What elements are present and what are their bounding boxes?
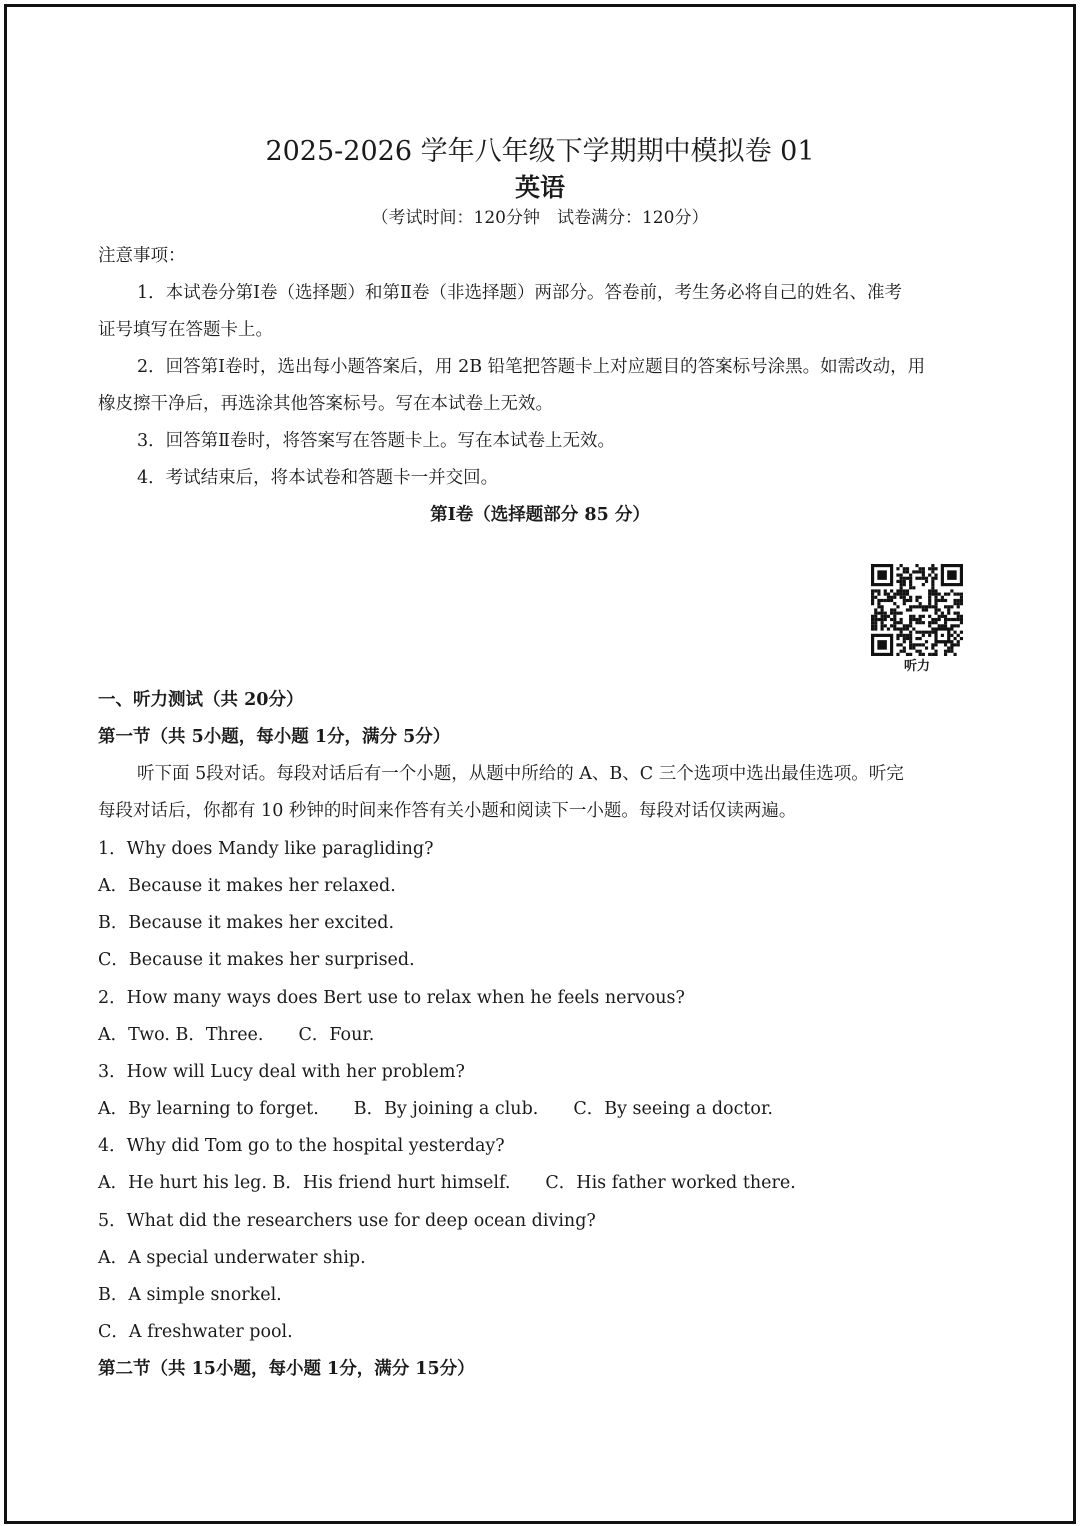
question-3: 3．How will Lucy deal with her problem?: [98, 1062, 465, 1082]
question-1-option-a: A．Because it makes her relaxed.: [98, 876, 396, 896]
notice-item-2-line-2: 橡皮擦干净后，再选涂其他答案标号。写在本试卷上无效。: [98, 394, 553, 414]
question-1-option-c: C．Because it makes her surprised.: [98, 950, 415, 970]
subject-title: 英语: [514, 173, 565, 202]
question-4-options: A．He hurt his leg. B．His friend hurt himself. C．His father worked there.: [98, 1173, 796, 1193]
notice-item-2-line-1: 2．回答第Ⅰ卷时，选出每小题答案后，用 2B 铅笔把答题卡上对应题目的答案标号涂黑。如需改动，用: [137, 357, 926, 377]
section2-heading: 第二节（共 15小题，每小题 1分，满分 15分）: [98, 1359, 475, 1379]
exam-info: （考试时间：120分钟 试卷满分：120分）: [371, 208, 709, 228]
exam-title: 2025-2026 学年八年级下学期期中模拟卷 01: [265, 136, 815, 167]
notice-item-1-line-1: 1．本试卷分第Ⅰ卷（选择题）和第Ⅱ卷（非选择题）两部分。答卷前，考生务必将自己的姓名、准考: [137, 283, 902, 303]
question-5-option-c: C．A freshwater pool.: [98, 1322, 293, 1342]
question-3-options: A．By learning to forget. B．By joining a club. C．By seeing a doctor.: [98, 1099, 773, 1119]
question-4: 4．Why did Tom go to the hospital yesterday?: [98, 1136, 505, 1156]
notice-item-4: 4．考试结束后，将本试卷和答题卡一并交回。: [137, 468, 499, 488]
notice-heading: 注意事项：: [98, 246, 186, 266]
question-5: 5．What did the researchers use for deep ocean diving?: [98, 1211, 596, 1231]
question-2-options: A．Two. B．Three. C．Four.: [98, 1025, 375, 1045]
qr-code-icon: [871, 564, 963, 656]
section1-instruction-1: 听下面 5段对话。每段对话后有一个小题，从题中所给的 A、B、C 三个选项中选出最佳选项。听完: [137, 764, 904, 784]
section1-instruction-2: 每段对话后，你都有 10 秒钟的时间来作答有关小题和阅读下一小题。每段对话仅读两遍。: [98, 801, 797, 821]
question-5-option-a: A．A special underwater ship.: [98, 1248, 366, 1268]
question-2: 2．How many ways does Bert use to relax when he feels nervous?: [98, 988, 685, 1008]
listening-heading: 一、听力测试（共 20分）: [98, 690, 304, 710]
question-1: 1．Why does Mandy like paragliding?: [98, 839, 434, 859]
volume-title: 第Ⅰ卷（选择题部分 85 分）: [430, 505, 650, 525]
question-5-option-b: B．A simple snorkel.: [98, 1285, 282, 1305]
notice-item-1-line-2: 证号填写在答题卡上。: [98, 320, 273, 340]
question-1-option-b: B．Because it makes her excited.: [98, 913, 395, 933]
notice-item-3: 3．回答第Ⅱ卷时，将答案写在答题卡上。写在本试卷上无效。: [137, 431, 616, 451]
section1-heading: 第一节（共 5小题，每小题 1分，满分 5分）: [98, 727, 451, 747]
qr-label: 听力: [903, 659, 930, 674]
